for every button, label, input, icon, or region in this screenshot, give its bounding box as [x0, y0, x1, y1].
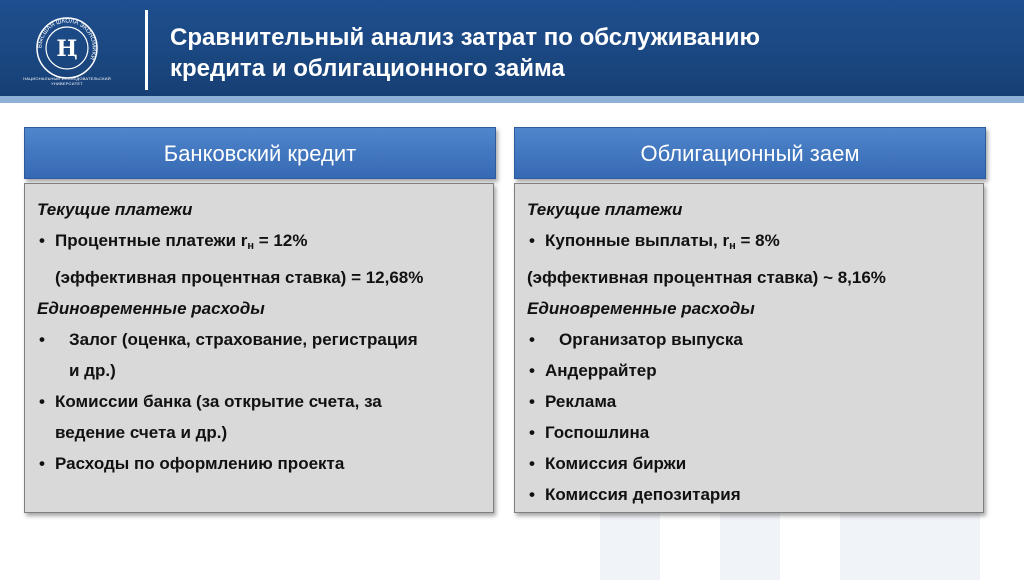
list-item: • Купонные выплаты, $r_н = 8\%$ [527, 225, 971, 262]
logo-ring-text: ВЫСШАЯ ШКОЛА ЭКОНОМИКИ [37, 18, 97, 61]
list-item: • Госпошлина [527, 417, 971, 448]
current-payments-label: Текущие платежи [527, 200, 683, 219]
list-item: • Залог (оценка, страхование, регистрация [37, 324, 481, 355]
header-band [0, 96, 1024, 103]
one-time-expenses-label: Единовременные расходы [37, 299, 265, 318]
list-item: • Андеррайтер [527, 355, 971, 386]
list-item: • Расходы по оформлению проекта [37, 448, 481, 479]
list-item-continuation: ведение счета и др.) [55, 423, 228, 442]
bank-credit-heading: Банковский кредит [24, 127, 496, 179]
current-payments-label: Текущие платежи [37, 200, 193, 219]
svg-text:Ң: Ң [56, 36, 78, 62]
effective-rate-text: (эффективная процентная ставка) = 12,68% [55, 268, 424, 287]
list-item: • Комиссия депозитария [527, 479, 971, 510]
list-item: • Реклама [527, 386, 971, 417]
bank-credit-panel [24, 183, 494, 513]
bond-loan-panel [514, 183, 984, 513]
list-item: • Комиссия биржи [527, 448, 971, 479]
bond-loan-heading: Облигационный заем [514, 127, 986, 179]
list-item: • Комиссии банка (за открытие счета, за [37, 386, 481, 417]
logo-caption: НАЦИОНАЛЬНЫЙ ИССЛЕДОВАТЕЛЬСКИЙ УНИВЕРСИТЕТ [23, 76, 111, 86]
title-line-2: кредита и облигационного займа [170, 55, 565, 82]
title-line-1: Сравнительный анализ затрат по обслуживанию [170, 24, 761, 51]
one-time-expenses-label: Единовременные расходы [527, 299, 755, 318]
page-title [170, 22, 970, 84]
list-item-continuation: и др.) [69, 361, 116, 380]
list-item: • Процентные платежи $r_н = 12\%$ [37, 225, 481, 262]
header-divider [145, 10, 148, 90]
list-item: • Организатор выпуска [527, 324, 971, 355]
effective-rate-text: (эффективная процентная ставка) ~ 8,16% [527, 268, 886, 287]
